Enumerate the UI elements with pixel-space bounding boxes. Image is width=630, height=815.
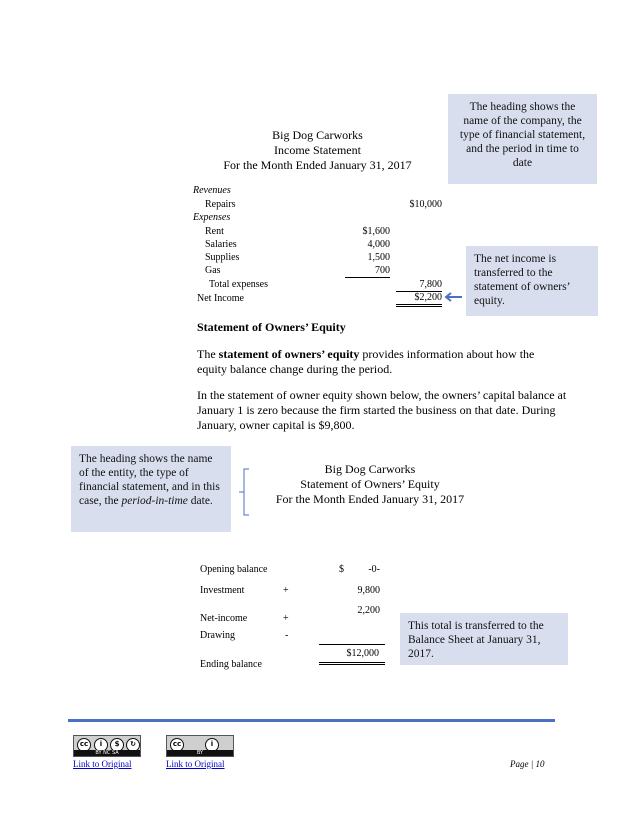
company-name: Big Dog Carworks xyxy=(272,128,363,142)
net-income-value: 2,200 xyxy=(357,605,380,616)
p1-suffix: provides information about how the equity balance change during the period. xyxy=(197,347,535,376)
license-text: BY xyxy=(167,750,233,756)
opening-balance-label: Opening balance xyxy=(200,564,268,575)
total-expenses-label: Total expenses xyxy=(209,279,269,290)
net-income-label: Net-income xyxy=(200,613,248,624)
statement-title: Income Statement xyxy=(274,143,361,157)
expense-value: 4,000 xyxy=(367,239,390,250)
equity-statement-heading xyxy=(245,462,495,507)
link-to-original-1[interactable]: Link to Original xyxy=(73,759,132,769)
repairs-label: Repairs xyxy=(205,199,236,210)
cc-by-nc-sa-badge[interactable] xyxy=(73,735,141,757)
entity-heading-callout xyxy=(71,446,231,532)
net-income-callout: The net income is transferred to the statement of owners’ equity. xyxy=(466,246,598,316)
license-text: BY NC SA xyxy=(74,750,140,756)
section-heading: Statement of Owners’ Equity xyxy=(197,320,346,334)
net-income-sign: + xyxy=(283,613,289,624)
page-number: Page | 10 xyxy=(510,759,545,769)
p1-bold: statement of owners’ equity xyxy=(218,347,360,361)
person-icon: i xyxy=(94,738,108,752)
cc-icon: cc xyxy=(77,738,91,752)
investment-label: Investment xyxy=(200,585,245,596)
expense-label: Salaries xyxy=(205,239,237,250)
ending-balance-label: Ending balance xyxy=(200,659,262,670)
company-name: Big Dog Carworks xyxy=(324,462,416,476)
total-callout: This total is transferred to the Balance Sheet at January 31, 2017. xyxy=(400,613,568,665)
expense-label: Gas xyxy=(205,265,221,276)
statement-period: For the Month Ended January 31, 2017 xyxy=(275,492,465,506)
share-alike-icon: ↻ xyxy=(126,738,140,752)
callout-left-suffix: date. xyxy=(187,495,213,507)
investment-value: 9,800 xyxy=(357,585,380,596)
callout-left-prefix: The heading shows the name of the entity, the type of financial statement, and in this case, the xyxy=(79,453,220,507)
opening-value: -0- xyxy=(368,564,380,575)
drawing-label: Drawing xyxy=(200,630,235,641)
net-income-label: Net Income xyxy=(197,293,244,304)
section-paragraph-1 xyxy=(197,347,567,377)
heading-callout: The heading shows the name of the company, the type of financial statement, and the period in time to date xyxy=(448,94,597,184)
statement-period: For the Month Ended January 31, 2017 xyxy=(223,158,412,172)
expense-label: Rent xyxy=(205,226,224,237)
expense-value: 1,500 xyxy=(367,252,390,263)
drawing-sign: - xyxy=(285,630,289,641)
cc-by-badge[interactable] xyxy=(166,735,234,757)
person-icon: i xyxy=(205,738,219,752)
repairs-value: $10,000 xyxy=(409,199,442,210)
link-to-original-2[interactable]: Link to Original xyxy=(166,759,225,769)
statement-title: Statement of Owners’ Equity xyxy=(300,477,440,491)
investment-sign: + xyxy=(283,585,289,596)
cc-icon: cc xyxy=(170,738,184,752)
arrow-left-icon xyxy=(443,292,463,302)
p1-prefix: The xyxy=(197,347,219,361)
revenues-label: Revenues xyxy=(193,185,231,196)
ending-value: $12,000 xyxy=(346,648,379,659)
total-double-rule xyxy=(319,662,385,665)
expense-value: $1,600 xyxy=(362,226,390,237)
expenses-label: Expenses xyxy=(193,212,231,223)
footer-rule xyxy=(68,719,555,722)
net-income-value: $2,200 xyxy=(396,291,442,307)
noncommercial-icon: $ xyxy=(110,738,124,752)
opening-currency: $ xyxy=(339,564,344,575)
section-paragraph-2: In the statement of owner equity shown below, the owners’ capital balance at January 1 is zero because the firm started the business on that date. During January, owner capital is $9,800. xyxy=(197,388,567,432)
total-expenses-value: 7,800 xyxy=(396,278,442,292)
subtotal-rule xyxy=(319,644,385,645)
expense-value: 700 xyxy=(345,264,390,278)
income-statement-heading xyxy=(180,128,455,173)
expense-label: Supplies xyxy=(205,252,240,263)
callout-left-italic: period-in-time xyxy=(121,495,188,507)
